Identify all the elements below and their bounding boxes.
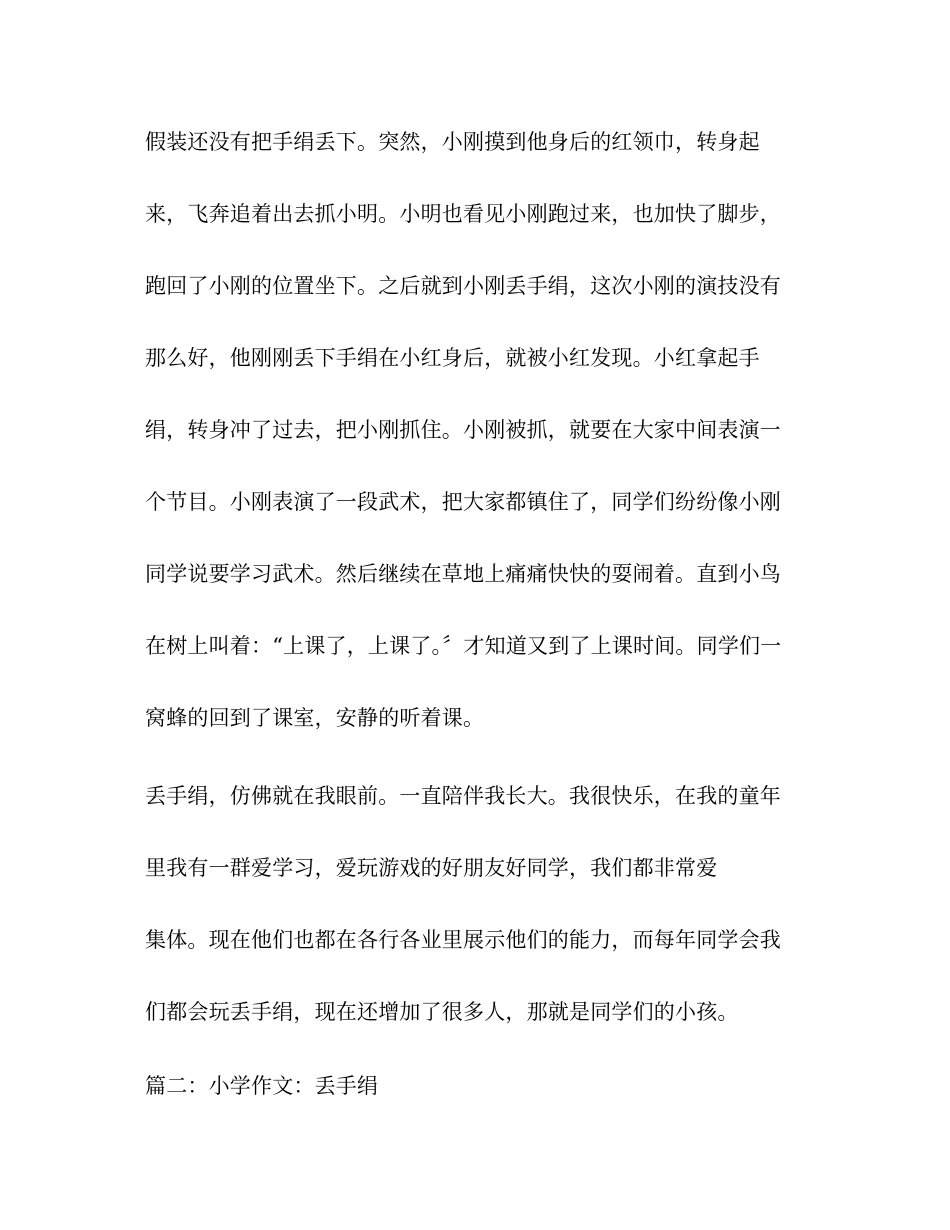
paragraph-line: 来，飞奔追着出去抓小明。小明也看见小刚跑过来，也加快了脚步， — [145, 202, 781, 226]
paragraph-line: 那么好，他刚刚丢下手绢在小红身后，就被小红发现。小红拿起手 — [145, 346, 760, 370]
section-heading: 篇二：小学作文：丢手绢 — [145, 1074, 379, 1098]
paragraph-line: 丢手绢，仿佛就在我眼前。一直陪伴我长大。我很快乐，在我的童年 — [145, 784, 781, 808]
paragraph-line: 同学说要学习武术。然后继续在草地上痛痛快快的耍闹着。直到小鸟 — [145, 562, 781, 586]
paragraph-line: 窝蜂的回到了课室，安静的听着课。 — [145, 706, 485, 730]
paragraph-line: 绢，转身冲了过去，把小刚抓住。小刚被抓，就要在大家中间表演一 — [145, 418, 781, 442]
paragraph-line: 集体。现在他们也都在各行各业里展示他们的能力，而每年同学会我 — [145, 928, 781, 952]
paragraph-line: 假装还没有把手绢丢下。突然，小刚摸到他身后的红领巾，转身起 — [145, 130, 760, 154]
paragraph-line: 跑回了小刚的位置坐下。之后就到小刚丢手绢，这次小刚的演技没有 — [145, 274, 781, 298]
paragraph-line: 们都会玩丢手绢，现在还增加了很多人，那就是同学们的小孩。 — [145, 1000, 739, 1024]
paragraph-line: 里我有一群爱学习，爱玩游戏的好朋友好同学，我们都非常爱 — [145, 856, 718, 880]
paragraph-line: 个节目。小刚表演了一段武术，把大家都镇住了，同学们纷纷像小刚 — [145, 490, 781, 514]
paragraph-line: 在树上叫着：“上课了，上课了。〞才知道又到了上课时间。同学们一 — [145, 634, 782, 658]
